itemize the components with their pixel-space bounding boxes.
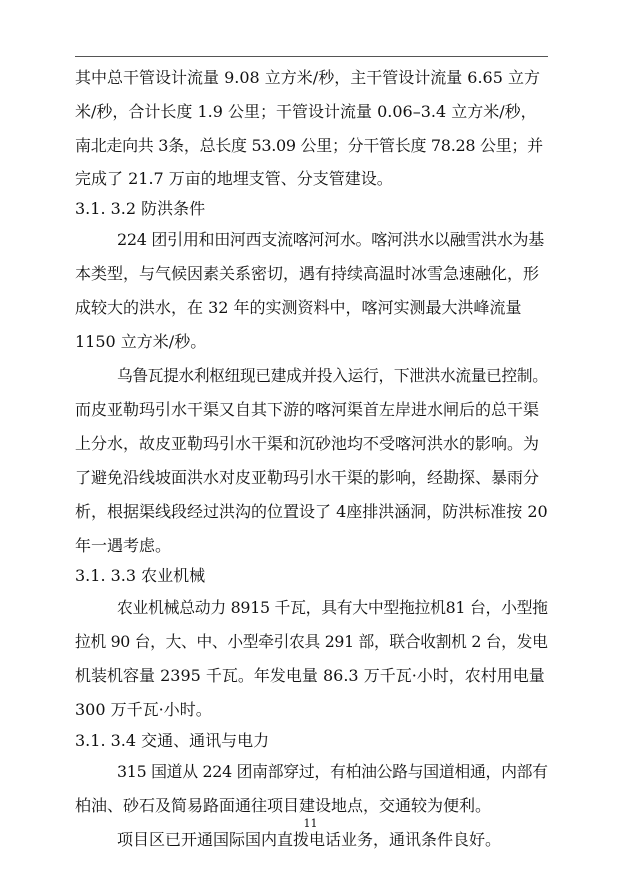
section-heading-3-1-3-3: 3.1. 3.3 农业机械 [75, 566, 206, 585]
text-line: 1150 立方米/秒。 [75, 332, 207, 351]
section-heading-3-1-3-4: 3.1. 3.4 交通、通讯与电力 [75, 731, 270, 750]
text-line: 米/秒，合计长度 1.9 公里；干管设计流量 0.06–3.4 立方米/秒， [75, 102, 537, 121]
text-line: 机装机容量 2395 千瓦。年发电量 86.3 万千瓦·小时，农村用电量 [75, 666, 545, 685]
text-line: 其中总干管设计流量 9.08 立方米/秒，主干管设计流量 6.65 立方 [75, 68, 540, 87]
text-line: 了避免沿线坡面洪水对皮亚勒玛引水干渠的影响，经勘探、暴雨分 [75, 468, 540, 487]
text-line: 拉机 90 台，大、中、小型牵引农具 291 部，联合收割机 2 台，发电 [75, 632, 548, 651]
text-line: 300 万千瓦·小时。 [75, 700, 212, 719]
header-rule [75, 56, 548, 57]
section-heading-3-1-3-2: 3.1. 3.2 防洪条件 [75, 199, 206, 218]
text-line: 上分水，故皮亚勒玛引水干渠和沉砂池均不受喀河洪水的影响。为 [75, 434, 540, 453]
text-line: 315 国道从 224 团南部穿过，有柏油公路与国道相通，内部有 [117, 762, 548, 781]
text-line: 本类型，与气候因素关系密切，遇有持续高温时冰雪急速融化，形 [75, 264, 540, 283]
text-line: 而皮亚勒玛引水干渠又自其下游的喀河渠首左岸进水闸后的总干渠 [75, 400, 540, 419]
text-line: 完成了 21.7 万亩的地埋支管、分支管建设。 [75, 169, 393, 188]
page-number: 11 [303, 817, 318, 830]
text-line: 乌鲁瓦提水利枢纽现已建成并投入运行，下泄洪水流量已控制。 [117, 366, 548, 385]
text-line: 224 团引用和田河西支流喀河河水。喀河洪水以融雪洪水为基 [117, 230, 544, 249]
text-line: 南北走向共 3条，总长度 53.09 公里；分干管长度 78.28 公里；并 [75, 136, 543, 155]
text-line: 农业机械总动力 8915 千瓦，具有大中型拖拉机81 台，小型拖 [117, 598, 548, 617]
text-line: 年一遇考虑。 [75, 536, 172, 555]
text-line: 项目区已开通国际国内直拨电话业务，通讯条件良好。 [117, 830, 502, 849]
text-line: 析，根据渠线段经过洪沟的位置设了 4座排洪涵洞，防洪标准按 20 [75, 502, 548, 521]
text-line: 成较大的洪水，在 32 年的实测资料中，喀河实测最大洪峰流量 [75, 298, 522, 317]
text-line: 柏油、砂石及简易路面通往项目建设地点，交通较为便利。 [75, 796, 492, 815]
